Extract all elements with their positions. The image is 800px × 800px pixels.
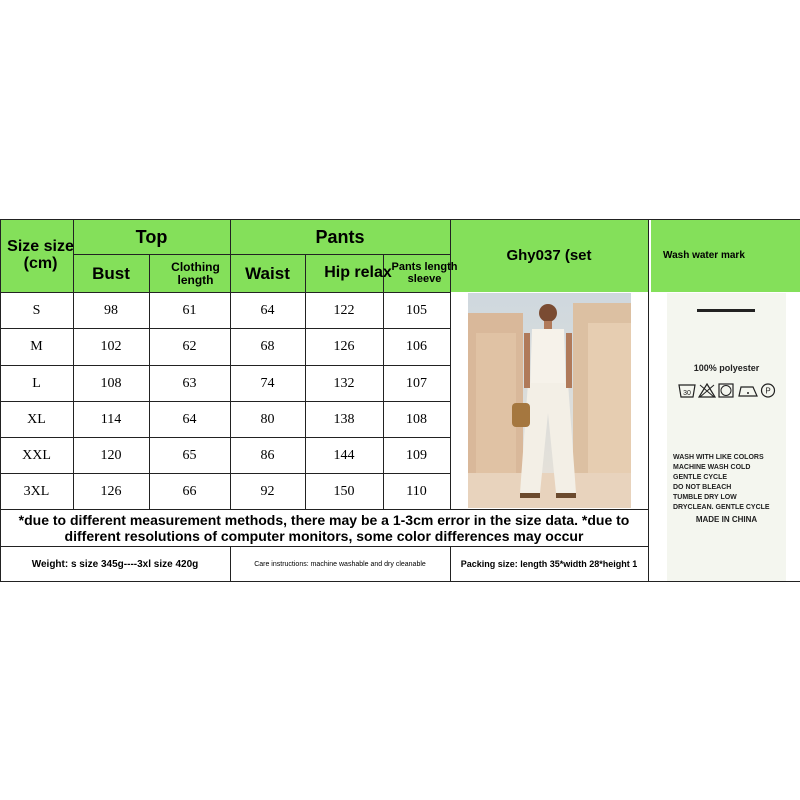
no-bleach-icon bbox=[699, 384, 715, 397]
iron-icon bbox=[739, 387, 757, 396]
tag-instruction: MACHINE WASH COLD bbox=[673, 464, 751, 471]
clothing-length-header: Clothing length bbox=[171, 259, 220, 287]
pants-length-cell: 107 bbox=[406, 375, 427, 391]
measurement-note: *due to different measurement methods, there may be a 1-3cm error in the size data. *due to different resolutions of computer monitors, some color differences may occur bbox=[18, 512, 630, 544]
care-instructions: Care instructions: machine washable and dry cleanable bbox=[254, 560, 426, 568]
pants-length-cell: 106 bbox=[406, 339, 427, 354]
waist-cell: 68 bbox=[260, 339, 275, 354]
bust-cell: 120 bbox=[100, 447, 122, 463]
tag-material: 100% polyester bbox=[693, 363, 760, 373]
size-cell: XXL bbox=[22, 447, 51, 463]
tag-instruction: GENTLE CYCLE bbox=[673, 474, 728, 481]
hip-cell: 122 bbox=[333, 302, 355, 318]
pants-length-cell: 109 bbox=[406, 447, 427, 463]
size-cell: S bbox=[32, 302, 41, 318]
svg-text:30: 30 bbox=[683, 390, 691, 397]
bust-cell: 126 bbox=[100, 483, 122, 499]
pants-length-cell: 110 bbox=[406, 483, 427, 499]
size-cell: 3XL bbox=[23, 483, 50, 499]
clothing-length-cell: 64 bbox=[182, 411, 197, 427]
hip-cell: 138 bbox=[333, 411, 355, 427]
table-border bbox=[0, 509, 648, 510]
bust-cell: 102 bbox=[100, 339, 122, 354]
waist-cell: 64 bbox=[260, 302, 275, 318]
size-cell: XL bbox=[27, 411, 46, 427]
clothing-length-cell: 65 bbox=[182, 447, 197, 463]
bust-cell: 114 bbox=[100, 411, 122, 427]
pants-length-cell: 108 bbox=[406, 411, 427, 427]
svg-text:P: P bbox=[765, 386, 771, 396]
tag-top-line bbox=[697, 309, 755, 312]
tag-instruction: DO NOT BLEACH bbox=[673, 484, 732, 491]
waist-header: Waist bbox=[245, 263, 290, 283]
hip-cell: 126 bbox=[333, 339, 355, 354]
waist-cell: 80 bbox=[260, 411, 275, 427]
hip-cell: 144 bbox=[333, 447, 355, 463]
waist-cell: 92 bbox=[260, 483, 275, 499]
hip-cell: 132 bbox=[333, 375, 355, 391]
pants-length-cell: 105 bbox=[406, 302, 427, 318]
bust-cell: 108 bbox=[100, 375, 122, 391]
table-border bbox=[0, 581, 800, 582]
product-photo bbox=[468, 293, 631, 508]
dry-clean-icon bbox=[762, 384, 775, 397]
clothing-length-cell: 66 bbox=[182, 483, 197, 499]
hip-cell: 150 bbox=[333, 483, 355, 499]
clothing-length-cell: 62 bbox=[182, 339, 197, 354]
hip-relax-header: Hip relax bbox=[324, 264, 392, 282]
size-header: Size size (cm) bbox=[7, 238, 74, 272]
care-icons-row bbox=[677, 381, 777, 401]
waist-cell: 74 bbox=[260, 375, 275, 391]
top-header: Top bbox=[135, 226, 168, 247]
tag-instruction: DRYCLEAN. GENTLE CYCLE bbox=[673, 504, 770, 511]
wash-care-tag bbox=[667, 293, 786, 581]
bust-header: Bust bbox=[92, 263, 130, 283]
table-border bbox=[648, 219, 649, 581]
tag-instruction: TUMBLE DRY LOW bbox=[673, 494, 737, 501]
clothing-length-cell: 61 bbox=[182, 302, 197, 318]
packing-size: Packing size: length 35*width 28*height 1 bbox=[460, 559, 638, 569]
tag-instruction: WASH WITH LIKE COLORS bbox=[673, 454, 764, 461]
waist-cell: 86 bbox=[260, 447, 275, 463]
size-cell: L bbox=[32, 375, 41, 391]
tumble-dry-icon bbox=[719, 384, 733, 397]
wash-30-icon bbox=[679, 385, 695, 397]
pants-header: Pants bbox=[315, 226, 365, 247]
clothing-length-cell: 63 bbox=[182, 375, 197, 391]
pants-length-header: Pants length sleeve bbox=[391, 260, 458, 285]
size-cell: M bbox=[30, 339, 43, 354]
weight-info: Weight: s size 345g----3xl size 420g bbox=[31, 558, 199, 570]
bust-cell: 98 bbox=[104, 302, 118, 318]
model-in-outfit-illustration bbox=[468, 293, 631, 508]
tag-origin: MADE IN CHINA bbox=[695, 515, 758, 524]
wash-mark-header: Wash water mark bbox=[663, 249, 745, 261]
product-code: Ghy037 (set bbox=[506, 247, 592, 265]
